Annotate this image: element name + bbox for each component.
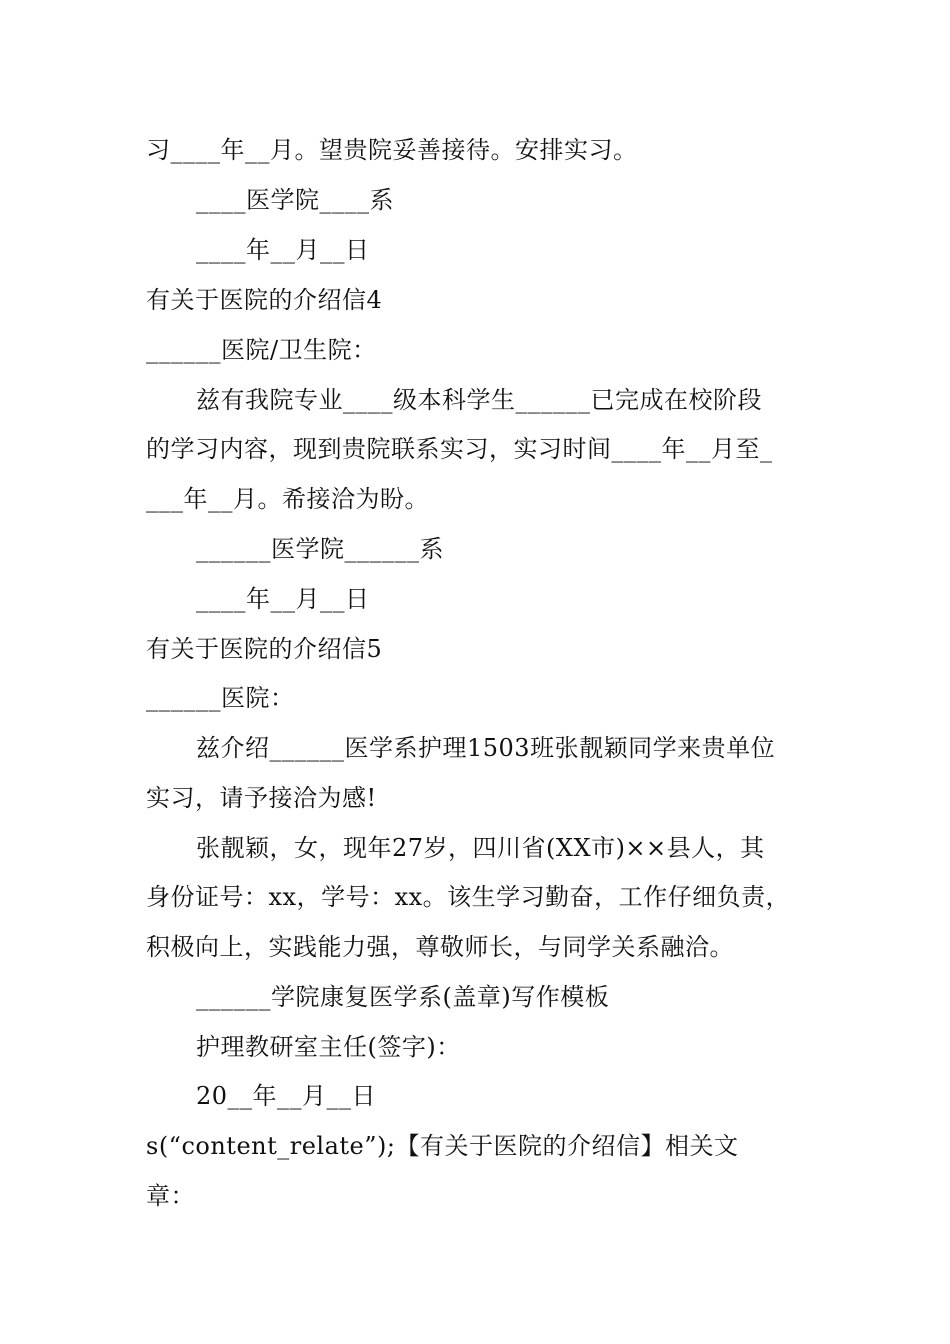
signature-date: ____年__月__日 xyxy=(196,236,370,264)
signature-stamp-line: ______学院康复医学系(盖章)写作模板 xyxy=(196,983,610,1011)
text-line: 习____年__月。望贵院妥善接待。安排实习。 xyxy=(146,136,638,164)
paragraph-line: 身份证号：xx，学号：xx。该生学习勤奋，工作仔细负责， xyxy=(146,883,791,911)
related-articles-line: s(“content_relate”);【有关于医院的介绍信】相关文 xyxy=(146,1132,739,1160)
paragraph-line: 兹有我院专业____级本科学生______已完成在校阶段 xyxy=(196,386,762,414)
paragraph-line: ___年__月。希接洽为盼。 xyxy=(146,485,429,513)
paragraph-line: 兹介绍______医学系护理1503班张靓颖同学来贵单位 xyxy=(196,734,776,762)
salutation: ______医院： xyxy=(146,684,295,712)
salutation: ______医院/卫生院： xyxy=(146,336,377,364)
section-heading: 有关于医院的介绍信4 xyxy=(146,286,383,314)
signature-department: ____医学院____系 xyxy=(196,186,394,214)
section-heading: 有关于医院的介绍信5 xyxy=(146,635,383,663)
signature-date: ____年__月__日 xyxy=(196,585,370,613)
related-articles-line: 章： xyxy=(146,1182,195,1210)
paragraph-line: 张靓颖，女，现年27岁，四川省(XX市)××县人，其 xyxy=(196,834,765,862)
signature-date: 20__年__月__日 xyxy=(196,1082,377,1110)
paragraph-line: 积极向上，实践能力强，尊敬师长，与同学关系融洽。 xyxy=(146,933,734,961)
signature-department: ______医学院______系 xyxy=(196,535,444,563)
paragraph-line: 实习，请予接洽为感! xyxy=(146,784,377,812)
signature-line: 护理教研室主任(签字)： xyxy=(196,1033,461,1061)
paragraph-line: 的学习内容，现到贵院联系实习，实习时间____年__月至_ xyxy=(146,435,773,463)
